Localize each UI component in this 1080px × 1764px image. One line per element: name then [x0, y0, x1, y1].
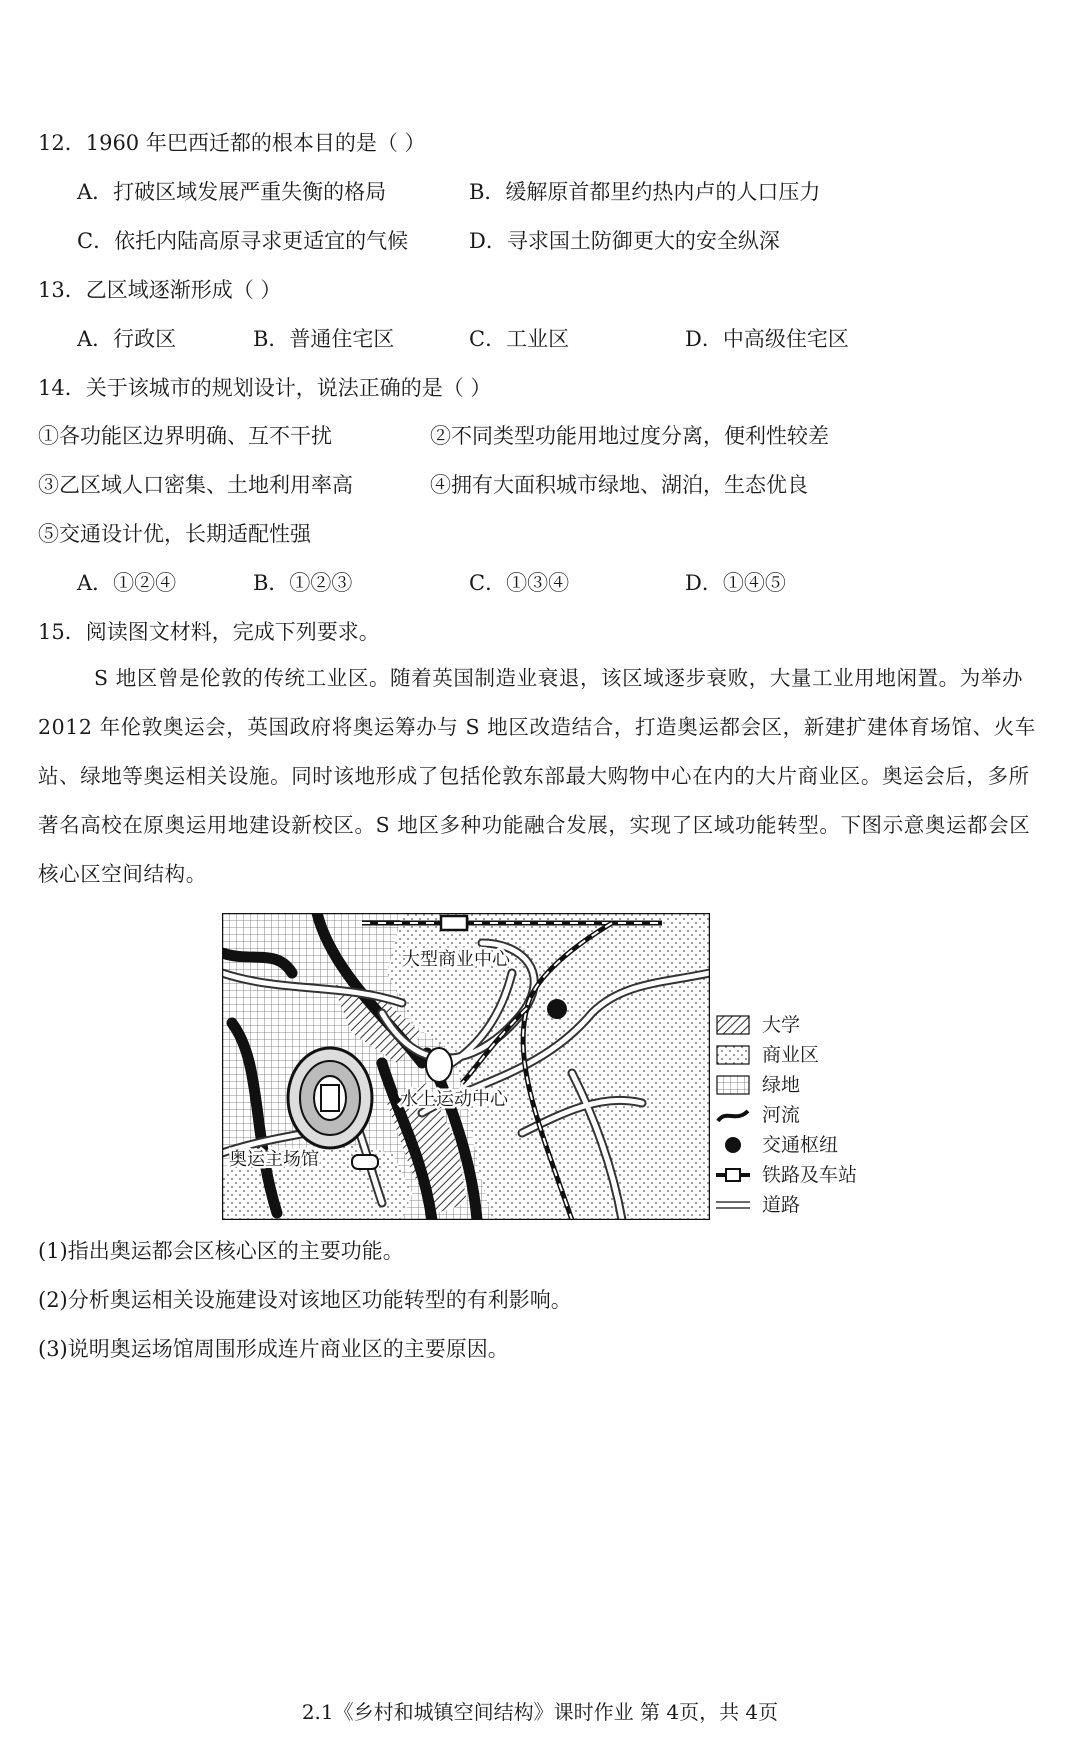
university-swatch — [716, 1015, 750, 1035]
railway-swatch — [716, 1165, 750, 1185]
q12-option-d: D．寻求国土防御更大的安全纵深 — [469, 229, 780, 253]
q15-passage-text: S 地区曾是伦敦的传统工业区。随着英国制造业衰退，该区域逐步衰败，大量工业用地闲置。为举办 2012 年伦敦奥运会，英国政府将奥运筹办与 S 地区改造结合，打造奥运都会区，新建扩建体育场馆、火车站、绿地等奥运相关设施。同时该地形成了包括伦敦东部最大购物中心在内的大片商业区。奥运会后，多所著名高校在原奥运用地建设新校区。S 地区多种功能融合发展，实现了区域功能转型。下图示意奥运都会区核心区空间结构。 — [38, 666, 1036, 886]
q13-option-d: D．中高级住宅区 — [685, 327, 849, 351]
legend-road — [716, 1192, 876, 1218]
q14-statement-3: ③乙区域人口密集、土地利用率高 — [38, 473, 353, 497]
label-mall: 大型商业中心 — [402, 949, 510, 970]
q12-option-b: B．缓解原首都里约热内卢的人口压力 — [469, 180, 821, 204]
label-stadium: 奥运主场馆 — [229, 1149, 319, 1170]
train-station — [441, 916, 467, 930]
q15-stem: 15．阅读图文材料，完成下列要求。 — [38, 620, 380, 644]
legend-commercial — [716, 1042, 876, 1068]
q14-statement-5: ⑤交通设计优，长期适配性强 — [38, 522, 311, 546]
olympic-stadium-symbol — [288, 1048, 372, 1148]
legend-river — [716, 1102, 876, 1128]
legend-university — [716, 1012, 876, 1038]
small-venue — [352, 1155, 378, 1169]
river-swatch — [716, 1105, 750, 1125]
q15-sub-3: (3)说明奥运场馆周围形成连片商业区的主要原因。 — [38, 1337, 509, 1361]
label-aquatics: 水上运动中心 — [400, 1089, 508, 1110]
q12-stem: 12．1960 年巴西迁都的根本目的是（ ） — [38, 131, 426, 155]
legend-label-greenland: 绿地 — [762, 1074, 801, 1096]
q14-option-b: B．①②③ — [253, 571, 353, 595]
olympic-core-area-map — [222, 913, 710, 1220]
q14-option-d: D．①④⑤ — [685, 571, 786, 595]
q14-stem: 14．关于该城市的规划设计，说法正确的是（ ） — [38, 376, 492, 400]
greenland-swatch — [716, 1075, 750, 1095]
legend-hub — [716, 1132, 876, 1158]
q15-sub-2: (2)分析奥运相关设施建设对该地区功能转型的有利影响。 — [38, 1288, 572, 1312]
transport-hub — [547, 999, 567, 1019]
legend-label-river: 河流 — [762, 1104, 801, 1126]
map-svg — [222, 913, 710, 1220]
q13-option-b: B．普通住宅区 — [253, 327, 395, 351]
q14-option-a: A．①②④ — [77, 571, 177, 595]
legend-label-railway: 铁路及车站 — [762, 1164, 858, 1186]
page-footer: 2.1《乡村和城镇空间结构》课时作业 第 4页，共 4页 — [301, 1700, 779, 1724]
legend-label-road: 道路 — [762, 1194, 801, 1216]
q14-statement-2: ②不同类型功能用地过度分离，便利性较差 — [430, 424, 829, 448]
q14-option-c: C．①③④ — [469, 571, 570, 595]
q12-option-a: A．打破区域发展严重失衡的格局 — [77, 180, 387, 204]
q12-option-c: C．依托内陆高原寻求更适宜的气候 — [77, 229, 409, 253]
q15-passage — [38, 654, 1048, 899]
legend-label-university: 大学 — [762, 1014, 801, 1036]
q14-statement-1: ①各功能区边界明确、互不干扰 — [38, 424, 332, 448]
q13-stem: 13．乙区域逐渐形成（ ） — [38, 278, 282, 302]
road-swatch — [716, 1195, 750, 1215]
commercial-swatch — [716, 1045, 750, 1065]
legend-label-commercial: 商业区 — [762, 1044, 820, 1066]
pond — [426, 1048, 452, 1082]
q13-option-c: C．工业区 — [469, 327, 570, 351]
legend-railway — [716, 1162, 876, 1188]
hub-swatch — [716, 1135, 750, 1155]
legend-label-hub: 交通枢纽 — [762, 1134, 839, 1156]
q15-sub-1: (1)指出奥运都会区核心区的主要功能。 — [38, 1239, 404, 1263]
q14-statement-4: ④拥有大面积城市绿地、湖泊，生态优良 — [430, 473, 808, 497]
legend-greenland — [716, 1072, 876, 1098]
q13-option-a: A．行政区 — [77, 327, 177, 351]
